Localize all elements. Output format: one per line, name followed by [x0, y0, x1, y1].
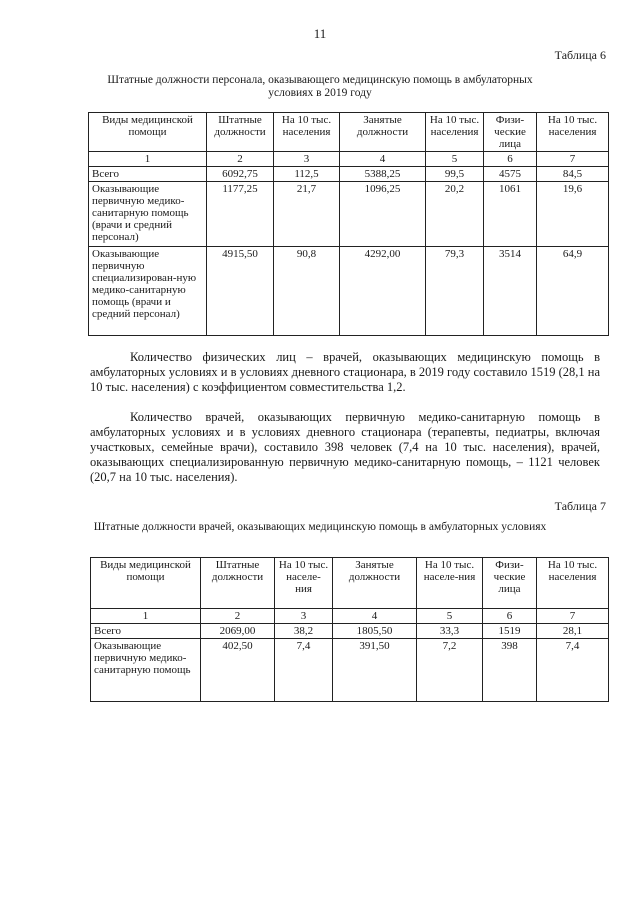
paragraph-primary-care-physicians: Количество врачей, оказывающих первичную медико-санитарную помощь в амбулаторных условиях и в условиях дневного стационара (терапевты, педиатры, включая участковых, семейные врачи), составило 398 человек (7,4 на 10 тыс. населения), врачей, оказывающих специализированную первичную медико-санитарную помощь, – 1121 человек (20,7 на 10 тыс. населения).	[90, 410, 600, 484]
table-cell: 402,50	[201, 639, 275, 702]
table-cell: 1177,25	[207, 182, 274, 247]
table-6-index-cell: 7	[537, 152, 609, 167]
table-7	[90, 557, 609, 702]
table-cell: 1061	[484, 182, 537, 247]
table-cell: 2069,00	[201, 624, 275, 639]
table-6	[88, 112, 609, 336]
table-7-row-label: Оказывающие первичную медико-санитарную помощь	[91, 639, 201, 702]
table-6-index-row	[89, 152, 609, 167]
table-cell: 38,2	[275, 624, 333, 639]
table-6-header: На 10 тыс. населения	[426, 113, 484, 152]
table-6-index-cell: 4	[340, 152, 426, 167]
table-7-index-cell: 1	[91, 609, 201, 624]
table-7-index-cell: 5	[417, 609, 483, 624]
table-7-row-label: Всего	[91, 624, 201, 639]
table-cell: 4292,00	[340, 247, 426, 336]
table-7-header: Виды медицинской помощи	[91, 558, 201, 609]
table-cell: 4575	[484, 167, 537, 182]
table-6-label: Таблица 6	[554, 48, 606, 62]
table-cell: 7,4	[275, 639, 333, 702]
table-6-header: Занятые должности	[340, 113, 426, 152]
table-cell: 5388,25	[340, 167, 426, 182]
table-cell: 4915,50	[207, 247, 274, 336]
table-6-header: Физи-ческие лица	[484, 113, 537, 152]
table-cell: 7,2	[417, 639, 483, 702]
table-row	[89, 167, 609, 182]
table-6-header: Виды медицинской помощи	[89, 113, 207, 152]
table-6-index-cell: 5	[426, 152, 484, 167]
table-7-title: Штатные должности врачей, оказывающих медицинскую помощь в амбулаторных условиях	[93, 521, 547, 533]
table-cell: 84,5	[537, 167, 609, 182]
table-6-row-label: Оказывающие первичную специализирован-ную медико-санитарную помощь (врачи и средний персонал)	[89, 247, 207, 336]
table-6-title: Штатные должности персонала, оказывающего медицинскую помощь в амбулаторных условиях в 2019 году	[107, 74, 533, 99]
table-cell: 391,50	[333, 639, 417, 702]
table-6-index-cell: 6	[484, 152, 537, 167]
table-row	[89, 182, 609, 247]
table-7-index-cell: 4	[333, 609, 417, 624]
table-6-header-row	[89, 113, 609, 152]
table-cell: 64,9	[537, 247, 609, 336]
table-7-index-cell: 6	[483, 609, 537, 624]
table-6-index-cell: 3	[274, 152, 340, 167]
table-7-header: Физи-ческие лица	[483, 558, 537, 609]
table-cell: 19,6	[537, 182, 609, 247]
table-7-header: На 10 тыс. населе-ния	[417, 558, 483, 609]
table-cell: 1519	[483, 624, 537, 639]
table-7-index-cell: 3	[275, 609, 333, 624]
table-7-header: Штатные должности	[201, 558, 275, 609]
page-number: 11	[313, 26, 327, 41]
table-cell: 79,3	[426, 247, 484, 336]
table-cell: 6092,75	[207, 167, 274, 182]
table-7-header: Занятые должности	[333, 558, 417, 609]
table-7-header: На 10 тыс. населения	[537, 558, 609, 609]
table-cell: 21,7	[274, 182, 340, 247]
table-7-header: На 10 тыс. населе-ния	[275, 558, 333, 609]
table-7-header-row	[91, 558, 609, 609]
table-row	[91, 624, 609, 639]
table-cell: 99,5	[426, 167, 484, 182]
table-7-label: Таблица 7	[554, 499, 606, 513]
table-row	[89, 247, 609, 336]
table-6-row-label: Всего	[89, 167, 207, 182]
table-row	[91, 639, 609, 702]
table-6-header: На 10 тыс. населения	[537, 113, 609, 152]
table-cell: 1096,25	[340, 182, 426, 247]
table-7-index-cell: 7	[537, 609, 609, 624]
table-cell: 398	[483, 639, 537, 702]
table-cell: 3514	[484, 247, 537, 336]
paragraph-physicians-count: Количество физических лиц – врачей, оказывающих медицинскую помощь в амбулаторных условиях и в условиях дневного стационара, в 2019 году составило 1519 (28,1 на 10 тыс. населения) с коэффициентом совместительства 1,2.	[90, 350, 601, 394]
table-cell: 90,8	[274, 247, 340, 336]
table-cell: 20,2	[426, 182, 484, 247]
table-6-index-cell: 1	[89, 152, 207, 167]
table-6-index-cell: 2	[207, 152, 274, 167]
table-6-header: На 10 тыс. населения	[274, 113, 340, 152]
table-6-header: Штатные должности	[207, 113, 274, 152]
table-cell: 7,4	[537, 639, 609, 702]
table-cell: 112,5	[274, 167, 340, 182]
table-6-row-label: Оказывающие первичную медико-санитарную помощь (врачи и средний персонал)	[89, 182, 207, 247]
table-7-index-row	[91, 609, 609, 624]
table-cell: 33,3	[417, 624, 483, 639]
table-cell: 1805,50	[333, 624, 417, 639]
table-cell: 28,1	[537, 624, 609, 639]
table-7-index-cell: 2	[201, 609, 275, 624]
